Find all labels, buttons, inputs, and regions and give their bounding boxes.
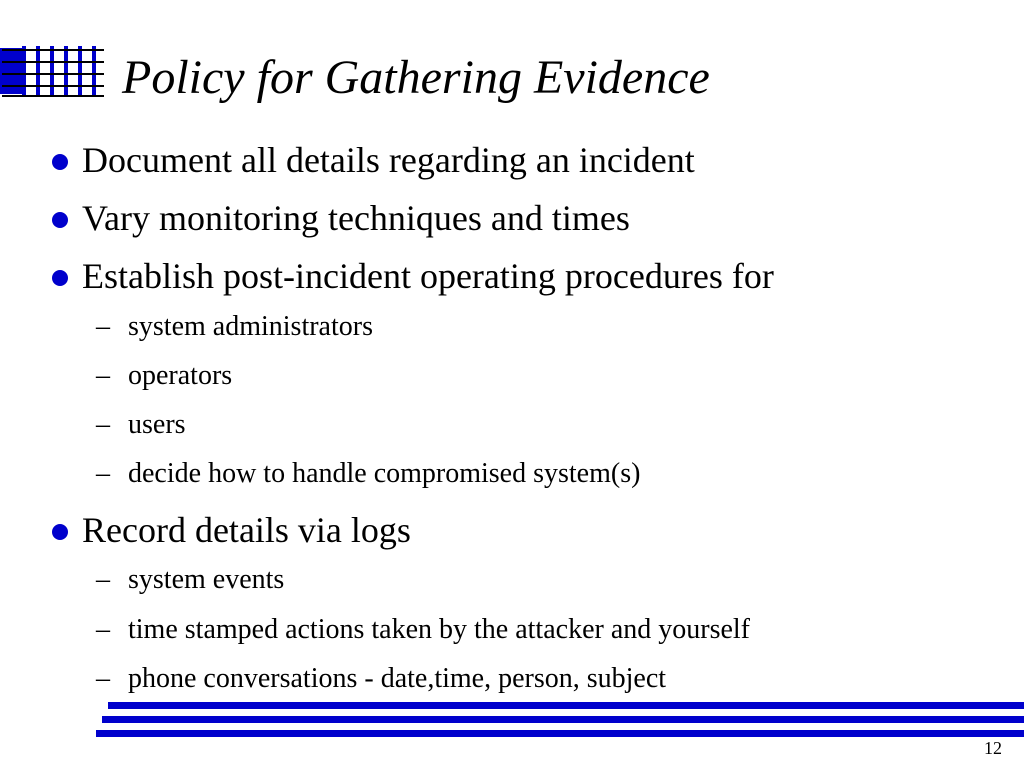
dash-icon: – xyxy=(96,458,110,489)
logo-bar xyxy=(92,46,96,96)
bullet-text: Document all details regarding an incident xyxy=(82,140,695,180)
bullet-text: operators xyxy=(128,360,233,391)
bullet-dot-icon xyxy=(52,212,68,228)
logo-bar xyxy=(36,46,40,96)
bullet-text: phone conversations - date,time, person, subject xyxy=(128,663,667,694)
bullet-text: decide how to handle compromised system(s) xyxy=(128,458,641,489)
slide-title: Policy for Gathering Evidence xyxy=(122,51,710,104)
footer-rule-bar xyxy=(96,730,1024,737)
logo-bars xyxy=(22,46,96,96)
dash-icon: – xyxy=(96,663,110,694)
logo-bar xyxy=(64,46,68,96)
dash-icon: – xyxy=(96,409,110,440)
logo-bar xyxy=(78,46,82,96)
bullet-text: system administrators xyxy=(128,311,373,342)
bullet-text: system events xyxy=(128,564,285,595)
logo-block-left xyxy=(0,48,22,94)
bullet-text: Vary monitoring techniques and times xyxy=(82,198,630,238)
page-number: 12 xyxy=(984,738,1002,758)
bullet-text: users xyxy=(128,409,186,440)
dash-icon: – xyxy=(96,311,110,342)
blue-bars-logo-icon xyxy=(0,44,110,98)
logo-bar xyxy=(22,46,26,96)
dash-icon: – xyxy=(96,564,110,595)
bullet-text: time stamped actions taken by the attacker and yourself xyxy=(128,614,751,645)
footer-rule-bar xyxy=(102,716,1024,723)
logo-bar xyxy=(50,46,54,96)
bullet-text: Record details via logs xyxy=(82,510,411,550)
dash-icon: – xyxy=(96,360,110,391)
bullet-dot-icon xyxy=(52,524,68,540)
bullet-dot-icon xyxy=(52,154,68,170)
dash-icon: – xyxy=(96,614,110,645)
bullet-text: Establish post-incident operating procedures for xyxy=(82,256,774,296)
bullet-dot-icon xyxy=(52,270,68,286)
footer-rule-bar xyxy=(108,702,1024,709)
